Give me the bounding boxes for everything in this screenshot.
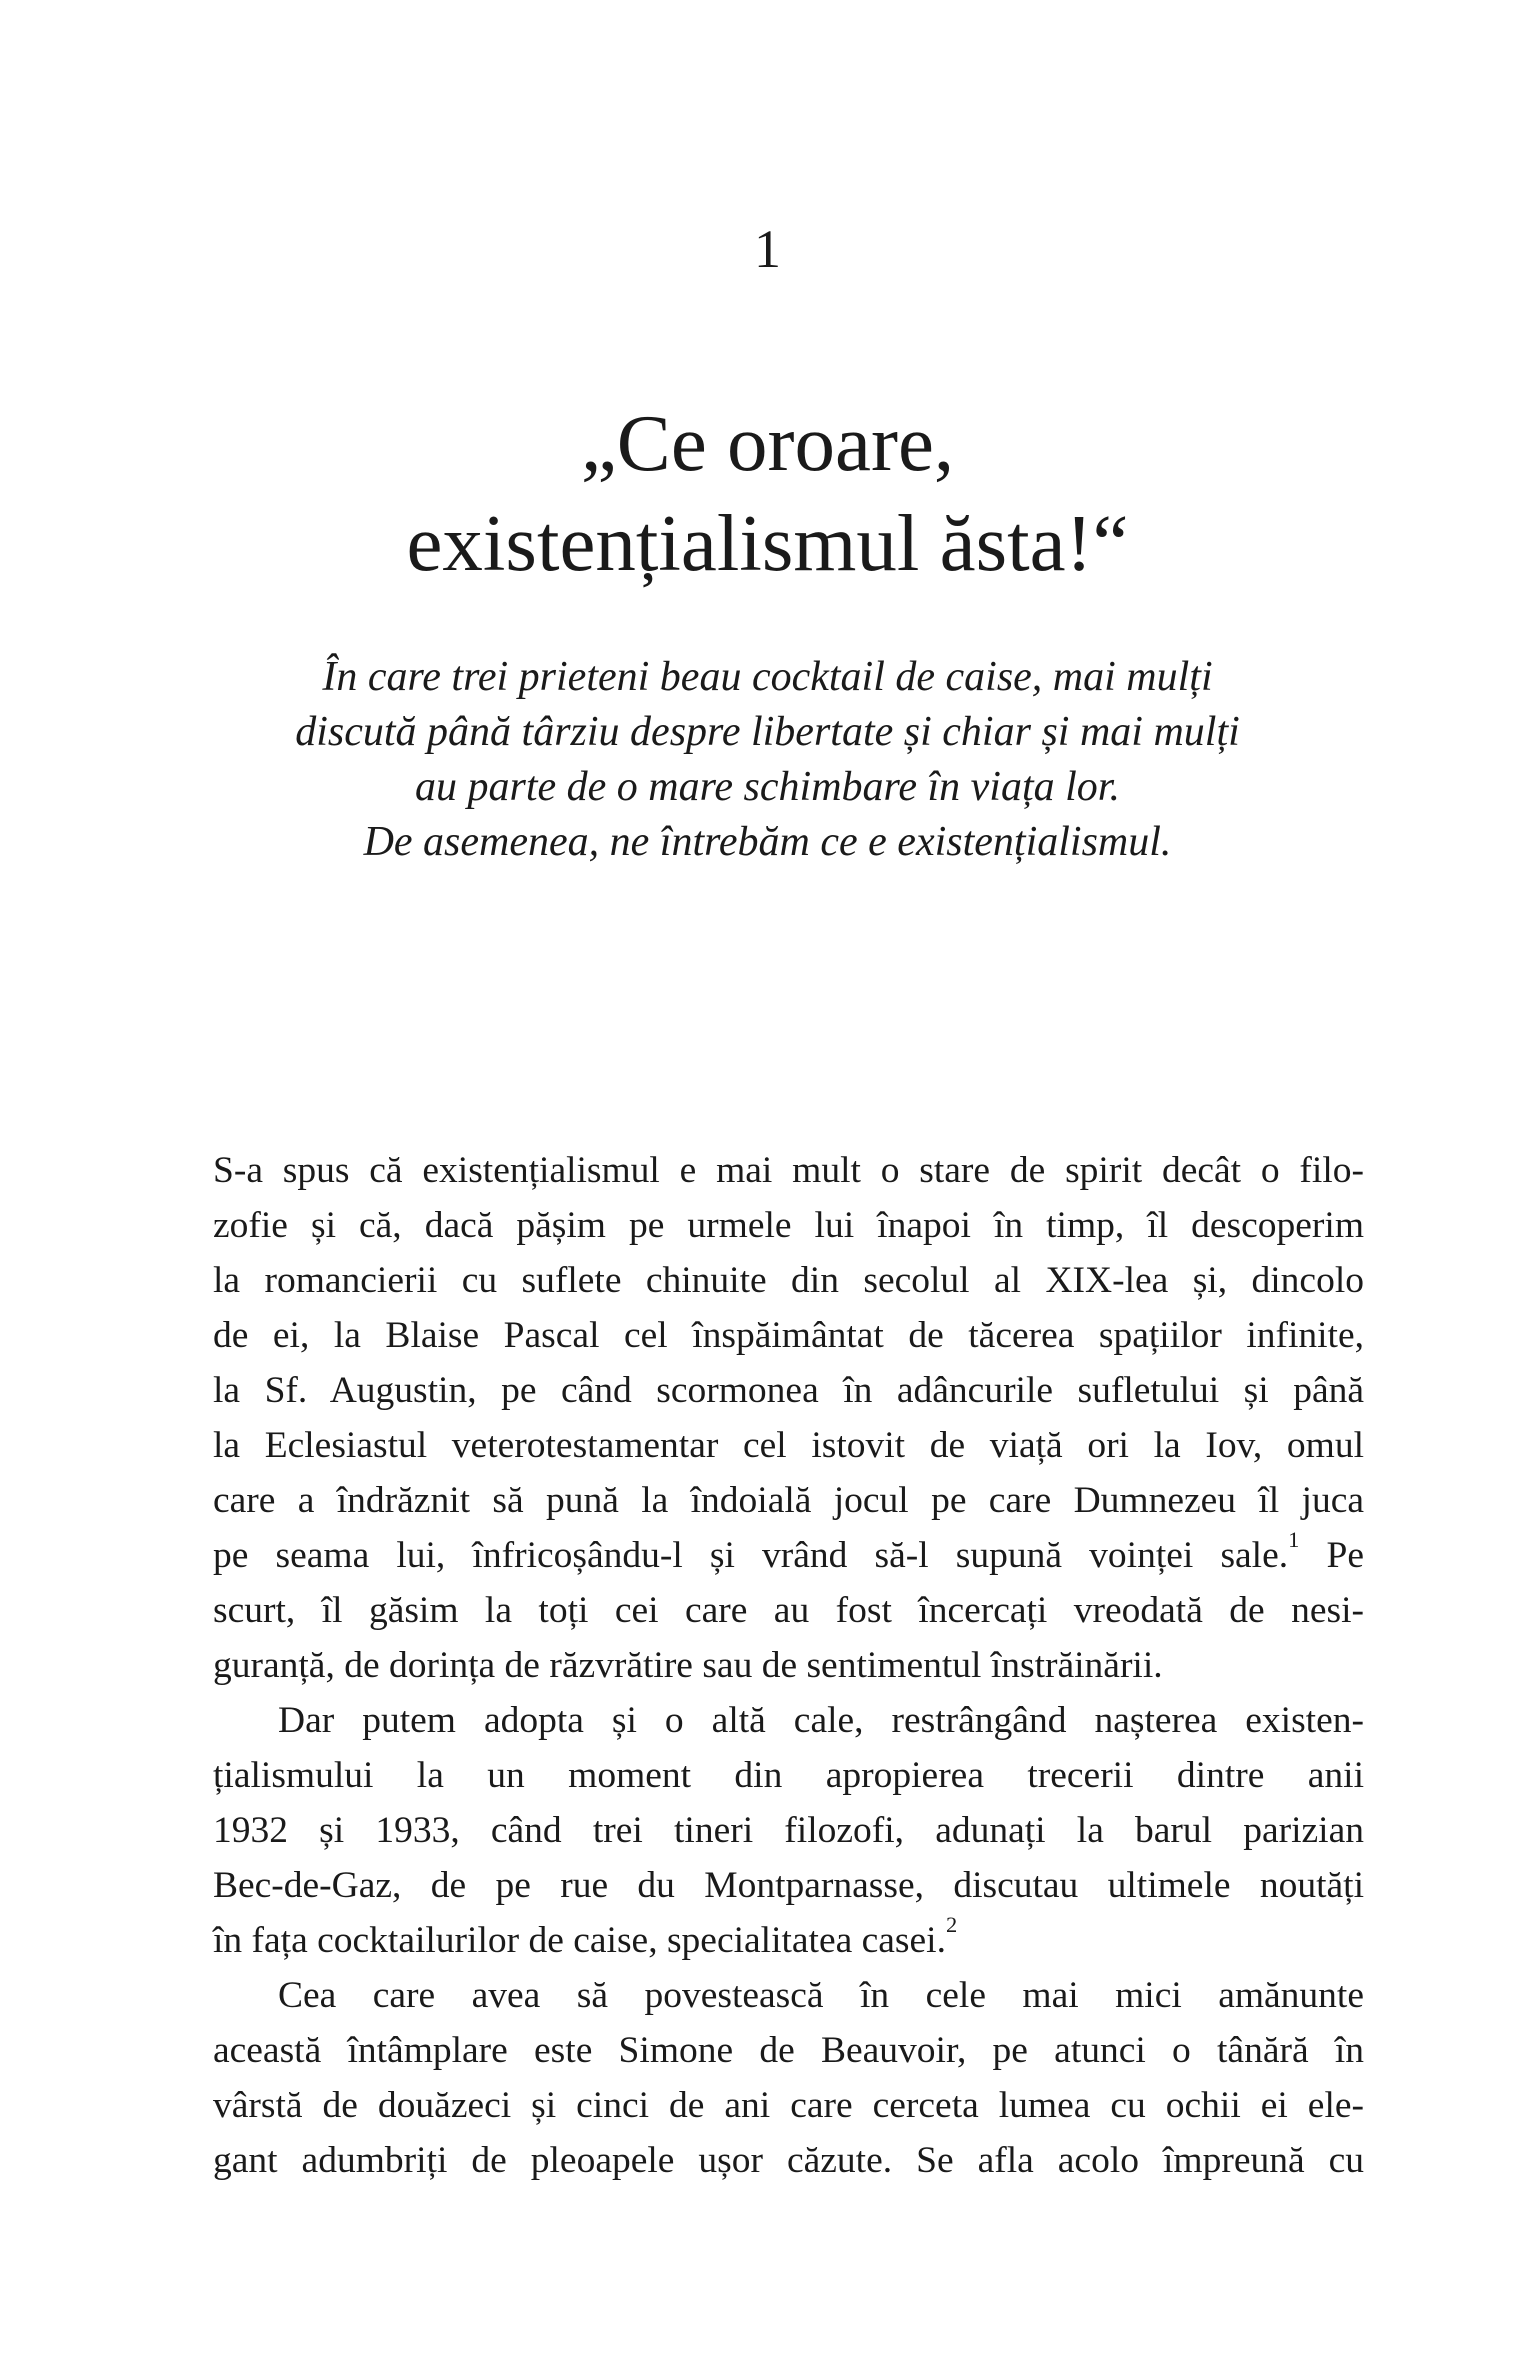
chapter-title: [0, 393, 1535, 593]
body-line-with-footnote: [213, 1528, 1364, 1583]
body-line: guranță, de dorința de răzvrătire sau de sentimentul înstrăinării.: [213, 1645, 1163, 1686]
body-line: 1932 și 1933, când trei tineri filozofi, adunați la barul parizian: [213, 1810, 1364, 1851]
body-line: Bec-de-Gaz, de pe rue du Montparnasse, discutau ultimele noutăți: [213, 1865, 1364, 1906]
chapter-title-line: „Ce oroare,: [580, 398, 955, 488]
body-line: scurt, îl găsim la toți cei care au fost încercați vreodată de nesi-: [213, 1590, 1364, 1631]
summary-line: În care trei prieteni beau cocktail de caise, mai mulți: [322, 654, 1213, 700]
summary-line: au parte de o mare schimbare în viața lor.: [415, 764, 1120, 810]
body-line: Dar putem adopta și o altă cale, restrângând nașterea existen-: [278, 1700, 1364, 1741]
body-line: Cea care avea să povestească în cele mai mici amănunte: [278, 1975, 1364, 2016]
body-line-text: pe seama lui, înfricoșându-l și vrând să-l supună voinței sale.: [213, 1535, 1289, 1576]
summary-line: discută până târziu despre libertate și chiar și mai mulți: [295, 709, 1240, 755]
body-line: de ei, la Blaise Pascal cel înspăimântat de tăcerea spațiilor infinite,: [213, 1315, 1364, 1356]
body-line: S-a spus că existențialismul e mai mult o stare de spirit decât o filo-: [213, 1150, 1364, 1191]
body-line: această întâmplare este Simone de Beauvoir, pe atunci o tânără în: [213, 2030, 1364, 2071]
body-line-text: Pe: [1299, 1535, 1364, 1576]
body-line-text: în fața cocktailurilor de caise, specialitatea casei.: [213, 1920, 946, 1961]
body-line: la Sf. Augustin, pe când scormonea în adâncurile sufletului și până: [213, 1370, 1364, 1411]
summary-line: De asemenea, ne întrebăm ce e existențialismul.: [363, 819, 1172, 865]
body-line: vârstă de douăzeci și cinci de ani care cerceta lumea cu ochii ei ele-: [213, 2085, 1364, 2126]
body-line: zofie și că, dacă pășim pe urmele lui înapoi în timp, îl descoperim: [213, 1205, 1364, 1246]
footnote-marker[interactable]: 2: [945, 1911, 958, 1937]
body-line-with-footnote: [213, 1913, 1364, 1968]
chapter-summary: [0, 650, 1535, 870]
footnote-marker[interactable]: 1: [1288, 1526, 1300, 1552]
body-text: [213, 1143, 1364, 2188]
chapter-title-line: existențialismul ăsta!“: [406, 498, 1129, 588]
body-line: țialismului la un moment din apropierea trecerii dintre anii: [213, 1755, 1364, 1796]
chapter-number: 1: [754, 219, 781, 279]
body-line: gant adumbriți de pleoapele ușor căzute. Se afla acolo împreună cu: [213, 2140, 1364, 2181]
body-line: la romancierii cu suflete chinuite din secolul al XIX-lea și, dincolo: [213, 1260, 1364, 1301]
body-line: la Eclesiastul veterotestamentar cel istovit de viață ori la Iov, omul: [213, 1425, 1364, 1466]
body-line: care a îndrăznit să pună la îndoială jocul pe care Dumnezeu îl juca: [213, 1480, 1364, 1521]
